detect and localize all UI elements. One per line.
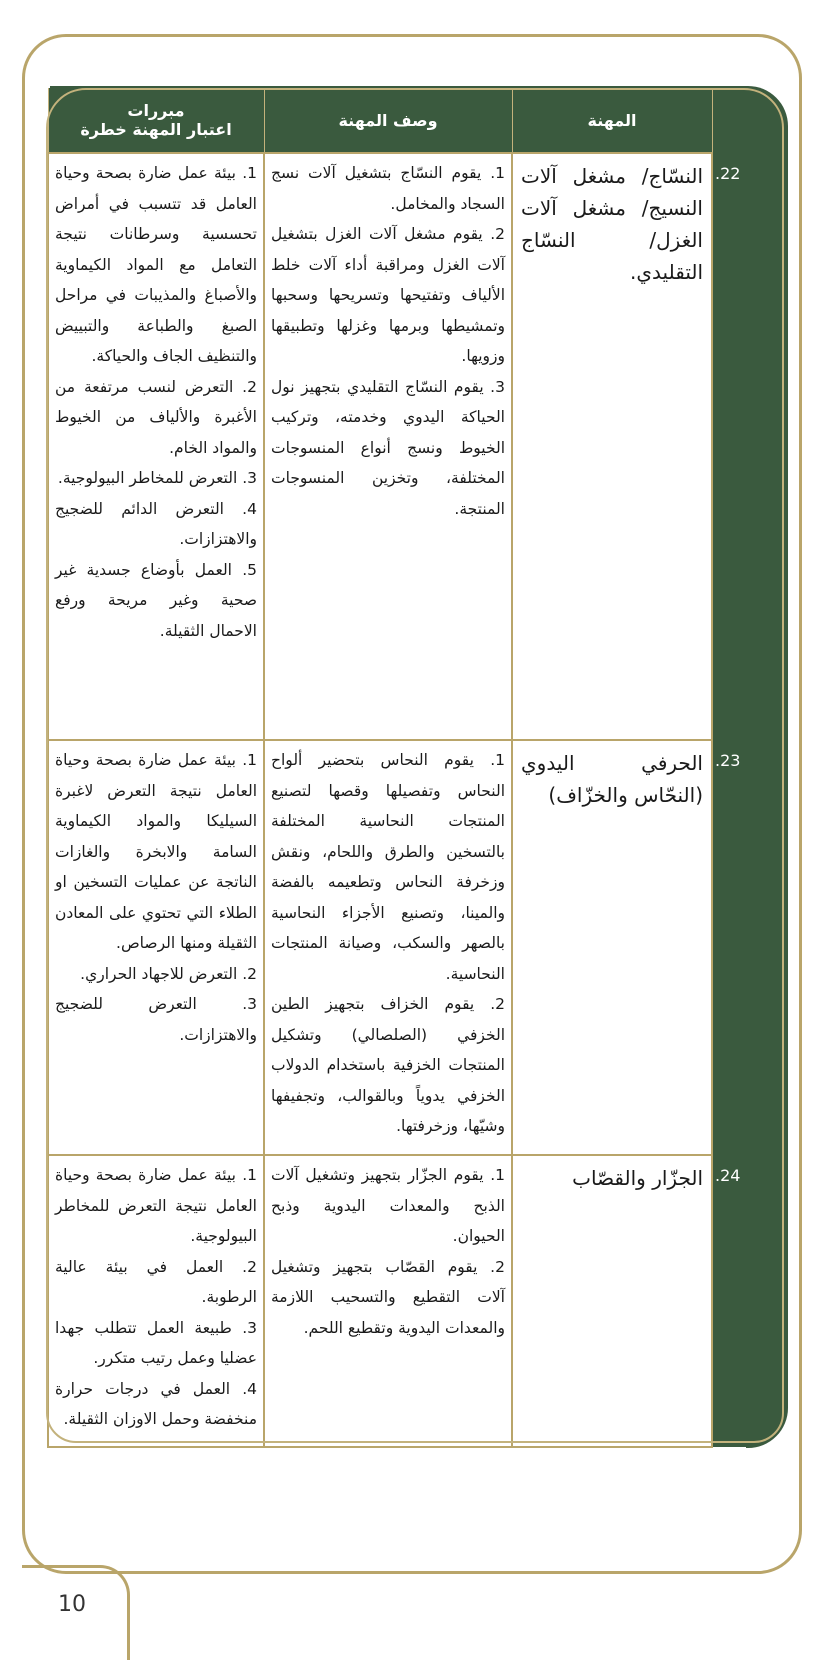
description-item: 3. يقوم النسّاج التقليدي بتجهيز نول الحياكة اليدوي وخدمته، وتركيب الخيوط ونسج أنواع المنسوجات المختلفة، وتخزين المنسوجات المنتجة.: [271, 377, 505, 518]
profession-cell: الحرفي اليدوي (النحّاس والخزّاف): [512, 740, 712, 1155]
rationale-cell: [48, 740, 264, 1155]
rationale-item: 2. التعرض لنسب مرتفعة من الأغبرة والألياف من الخيوط والمواد الخام.: [55, 377, 257, 457]
header-description: وصف المهنة: [264, 88, 512, 153]
rationale-item: 4. العمل في درجات حرارة منخفضة وحمل الاوزان الثقيلة.: [55, 1379, 257, 1428]
rationale-item: 5. العمل بأوضاع جسدية غير صحية وغير مريحة ورفع الاحمال الثقيلة.: [55, 560, 257, 640]
rationale-item: 1. بيئة عمل ضارة بصحة وحياة العامل قد تتسبب في أمراض تحسسية وسرطانات نتيجة التعامل مع المواد الكيماوية والأصباغ والمذيبات في مراحل الصبغ والطباعة والتبييض والتنظيف الجاف والحياكة.: [55, 164, 257, 365]
rationale-cell: [48, 153, 264, 740]
profession-cell: النسّاج/ مشغل آلات النسيج/ مشغل آلات الغزل/ النسّاج التقليدي.: [512, 153, 712, 740]
rationale-item: 2. التعرض للاجهاد الحراري.: [80, 964, 257, 983]
rationale-item: 1. بيئة عمل ضارة بصحة وحياة العامل نتيجة التعرض للمخاطر البيولوجية.: [55, 1166, 257, 1245]
rationale-item: 4. التعرض الدائم للضجيج والاهتزازات.: [55, 499, 257, 548]
rationale-item: 3. طبيعة العمل تتطلب جهدا عضليا وعمل رتيب متكرر.: [55, 1318, 257, 1367]
table-row: [48, 153, 746, 740]
profession-cell: الجزّار والقصّاب: [512, 1155, 712, 1447]
rationale-item: 3. التعرض للمخاطر البيولوجية.: [57, 469, 257, 487]
header-number: [712, 88, 746, 153]
row-number: 23.: [712, 740, 746, 1155]
header-profession: المهنة: [512, 88, 712, 153]
description-item: 1. يقوم النسّاج بتشغيل آلات نسج السجاد والمخامل.: [271, 164, 505, 213]
rationale-item: 2. العمل في بيئة عالية الرطوبة.: [55, 1257, 257, 1306]
rationale-item: 1. بيئة عمل ضارة بصحة وحياة العامل نتيجة التعرض لاغبرة السيليكا والمواد الكيماوية السامة والابخرة والغازات الناتجة عن عمليات التسخين او الطلاء التي تحتوي على المعادن الثقيلة ومنها الرصاص.: [55, 751, 257, 952]
rationale-cell: [48, 1155, 264, 1447]
description-item: 2. يقوم القصّاب بتجهيز وتشغيل آلات التقطيع والتسحيب اللازمة والمعدات اليدوية وتقطيع اللحم.: [271, 1257, 505, 1337]
description-cell: [264, 740, 512, 1155]
rationale-item: 3. التعرض للضجيج والاهتزازات.: [55, 995, 257, 1044]
description-item: 1. يقوم النحاس بتحضير ألواح النحاس وتفصيلها وقصها لتصنيع المنتجات النحاسية المختلفة بالتسخين والطرق واللحام، ونقش وزخرفة النحاس وتطعيمه بالفضة والمينا، وتصنيع الأجزاء النحاسية بالصهر والسكب، وصيانة المنتجات النحاسية.: [271, 751, 505, 983]
table-row: [48, 1155, 746, 1447]
description-item: 2. يقوم الخزاف بتجهيز الطين الخزفي (الصلصالي) وتشكيل المنتجات الخزفية باستخدام الدولاب الخزفي يدوياً وبالقوالب، وتجفيفها وشيّها، وزخرفتها.: [271, 995, 505, 1135]
page-number: 10: [58, 1592, 86, 1617]
description-item: 1. يقوم الجزّار بتجهيز وتشغيل آلات الذبح والمعدات اليدوية وذبح الحيوان.: [271, 1166, 505, 1245]
description-cell: [264, 1155, 512, 1447]
header-rationale: [48, 88, 264, 153]
description-item: 2. يقوم مشغل آلات الغزل بتشغيل آلات الغزل ومراقبة أداء آلات خلط الألياف وتفتيحها وتسريحها وسحبها وتمشيطها وبرمها وغزلها وتطبيقها وزويها.: [271, 225, 505, 365]
table-row: [48, 740, 746, 1155]
row-number: 24.: [712, 1155, 746, 1447]
header-rationale-line1: مبررات: [127, 101, 185, 120]
row-number: 22.: [712, 153, 746, 740]
header-rationale-line2: اعتبار المهنة خطرة: [80, 120, 232, 139]
hazardous-professions-table: [47, 88, 746, 1448]
description-cell: [264, 153, 512, 740]
table-header-row: [48, 88, 746, 153]
